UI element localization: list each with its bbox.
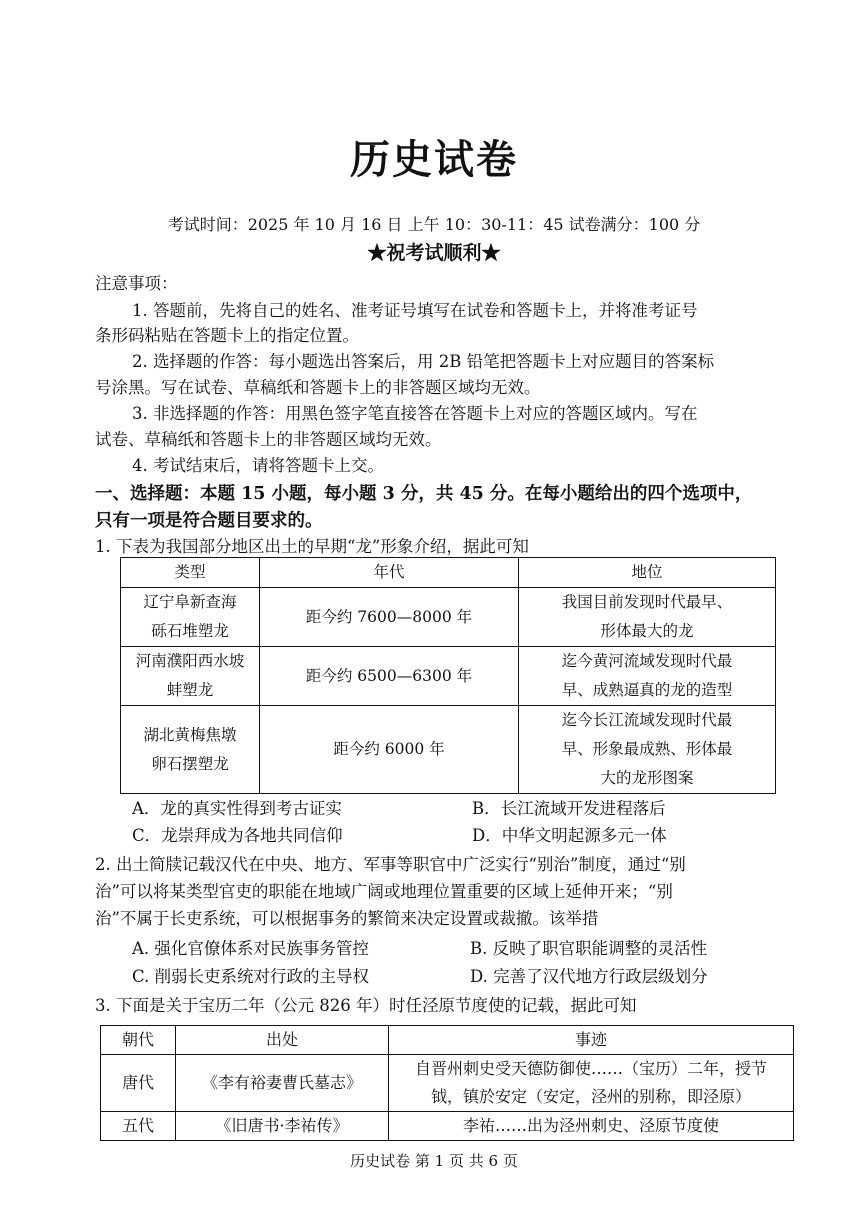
table-header-cell: 类型 <box>121 558 260 588</box>
table-cell-dynasty: 唐代 <box>101 1055 176 1112</box>
table-cell-type: 辽宁阜新查海 砾石堆塑龙 <box>121 588 260 647</box>
table-cell-source: 《李有裕妻曹氏墓志》 <box>176 1055 389 1112</box>
question-1-option-a: A．龙的真实性得到考古证实 <box>132 799 342 818</box>
table-cell-status: 我国目前发现时代最早、 形体最大的龙 <box>519 588 776 647</box>
exam-info: 考试时间：2025 年 10 月 16 日 上午 10：30-11：45 试卷满分：100 分 <box>167 215 701 234</box>
table-row <box>121 647 776 706</box>
question-3-table <box>100 1025 794 1141</box>
table-cell-deed: 李祐……出为泾州刺史、泾原节度使 <box>389 1112 794 1141</box>
table-header-cell: 事迹 <box>389 1026 794 1055</box>
question-1-table <box>120 557 776 794</box>
table-header-row <box>121 558 776 588</box>
question-1-option-c: C．龙崇拜成为各地共同信仰 <box>132 826 343 845</box>
table-cell-age: 距今约 6500—6300 年 <box>260 647 519 706</box>
table-header-cell: 出处 <box>176 1026 389 1055</box>
notice-line: 3. 非选择题的作答：用黑色签字笔直接答在答题卡上对应的答题区域内。写在 <box>132 404 698 423</box>
table-header-cell: 朝代 <box>101 1026 176 1055</box>
question-2-option-b: B. 反映了职官职能调整的灵活性 <box>470 939 708 958</box>
table-cell-dynasty: 五代 <box>101 1112 176 1141</box>
notice-line: 条形码粘贴在答题卡上的指定位置。 <box>95 326 359 345</box>
notice-line: 1. 答题前，先将自己的姓名、准考证号填写在试卷和答题卡上，并将准考证号 <box>132 301 698 320</box>
table-cell-deed: 自晋州刺史受天德防御使……（宝历）二年，授节 钺，镇於安定（安定，泾州的别称，即泾原） <box>389 1055 794 1112</box>
question-2-stem: 治”不属于长吏系统，可以根据事务的繁简来决定设置或裁撤。该举措 <box>95 909 599 928</box>
table-cell-type: 河南濮阳西水坡 蚌塑龙 <box>121 647 260 706</box>
table-cell-type: 湖北黄梅焦墩 卵石摆塑龙 <box>121 706 260 794</box>
table-cell-age: 距今约 6000 年 <box>260 706 519 794</box>
question-2-option-c: C. 削弱长吏系统对行政的主导权 <box>132 967 370 986</box>
question-2-option-a: A. 强化官僚体系对民族事务管控 <box>132 939 369 958</box>
notice-line: 4. 考试结束后，请将答题卡上交。 <box>132 456 384 475</box>
question-1-option-b: B．长江流域开发进程落后 <box>472 799 666 818</box>
question-2-option-d: D. 完善了汉代地方行政层级划分 <box>470 967 708 986</box>
notice-heading: 注意事项： <box>95 274 178 293</box>
table-row <box>101 1112 794 1141</box>
question-3-stem: 3. 下面是关于宝历二年（公元 826 年）时任泾原节度使的记载，据此可知 <box>95 996 637 1015</box>
notice-line: 2. 选择题的作答：每小题选出答案后，用 2B 铅笔把答题卡上对应题目的答案标 <box>132 352 715 371</box>
question-2-stem: 2. 出土简牍记载汉代在中央、地方、军事等职官中广泛实行“别治”制度，通过“别 <box>95 855 686 874</box>
section-heading: 一、选择题：本题 15 小题，每小题 3 分，共 45 分。在每小题给出的四个选项中， <box>95 484 753 504</box>
section-heading: 只有一项是符合题目要求的。 <box>95 511 323 531</box>
table-header-row <box>101 1026 794 1055</box>
table-cell-status: 迄今长江流域发现时代最 早、形象最成熟、形体最 大的龙形图案 <box>519 706 776 794</box>
table-header-cell: 年代 <box>260 558 519 588</box>
table-row <box>101 1055 794 1112</box>
table-row <box>121 706 776 794</box>
table-cell-age: 距今约 7600—8000 年 <box>260 588 519 647</box>
question-2-stem: 治”可以将某类型官吏的职能在地域广阔或地理位置重要的区域上延伸开来；“别 <box>95 882 673 901</box>
good-luck-banner: ★祝考试顺利★ <box>367 242 501 264</box>
table-header-cell: 地位 <box>519 558 776 588</box>
table-row <box>121 588 776 647</box>
page-footer: 历史试卷 第 1 页 共 6 页 <box>350 1152 518 1170</box>
page-title: 历史试卷 <box>350 136 518 183</box>
notice-line: 号涂黑。写在试卷、草稿纸和答题卡上的非答题区域均无效。 <box>95 378 541 397</box>
question-1-stem: 1. 下表为我国部分地区出土的早期“龙”形象介绍，据此可知 <box>95 537 529 556</box>
question-1-option-d: D．中华文明起源多元一体 <box>472 826 667 845</box>
notice-line: 试卷、草稿纸和答题卡上的非答题区域均无效。 <box>95 430 442 449</box>
table-cell-status: 迄今黄河流域发现时代最 早、成熟逼真的龙的造型 <box>519 647 776 706</box>
table-cell-source: 《旧唐书·李祐传》 <box>176 1112 389 1141</box>
